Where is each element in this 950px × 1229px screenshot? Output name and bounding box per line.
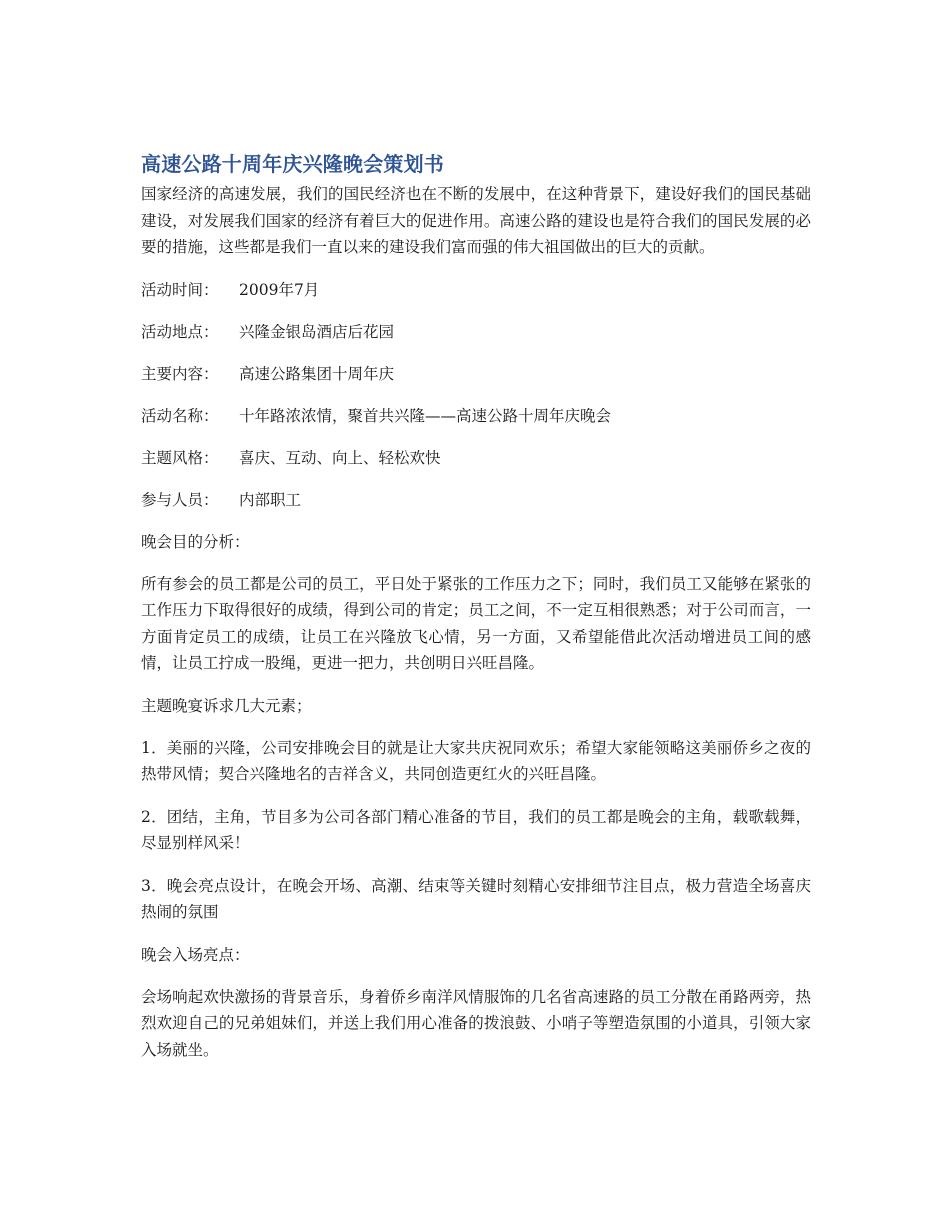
element-item-1: 1．美丽的兴隆，公司安排晚会目的就是让大家共庆祝同欢乐；希望大家能领略这美丽侨乡之夜的热带风情；契合兴隆地名的吉祥含义，共同创造更红火的兴旺昌隆。 — [141, 738, 811, 783]
field-value: 内部职工 — [239, 490, 302, 509]
field-label: 活动地点： — [141, 322, 219, 341]
purpose-paragraph: 所有参会的员工都是公司的员工，平日处于紧张的工作压力之下；同时，我们员工又能够在紧张的工作压力下取得很好的成绩，得到公司的肯定；员工之间，不一定互相很熟悉；对于公司而言，一方面肯定员工的成绩，让员工在兴隆放飞心情，另一方面，又希望能借此次活动增进员工间的感情，让员工拧成一股绳，更进一把力，共创明日兴旺昌隆。 — [141, 574, 811, 672]
elements-heading: 主题晚宴诉求几大元素； — [141, 696, 312, 715]
entrance-paragraph: 会场响起欢快激扬的背景音乐，身着侨乡南洋风情服饰的几名省高速路的员工分散在甬路两旁，热烈欢迎自己的兄弟姐妹们，并送上我们用心准备的拨浪鼓、小哨子等塑造氛围的小道具，引领大家入场就坐。 — [141, 987, 811, 1059]
element-item-3: 3．晚会亮点设计，在晚会开场、高潮、结束等关键时刻精心安排细节注目点，极力营造全场喜庆热闹的氛围 — [141, 876, 811, 921]
field-value: 兴隆金银岛酒店后花园 — [239, 322, 395, 341]
purpose-heading: 晚会目的分析： — [141, 532, 250, 551]
field-activity-name — [141, 403, 811, 429]
field-value: 喜庆、互动、向上、轻松欢快 — [239, 448, 441, 467]
field-participants — [141, 487, 811, 513]
field-value: 十年路浓浓情，聚首共兴隆——高速公路十周年庆晚会 — [239, 406, 612, 425]
entrance-heading: 晚会入场亮点： — [141, 945, 250, 964]
document-title: 高速公路十周年庆兴隆晚会策划书 — [141, 152, 444, 176]
field-main-content — [141, 361, 811, 387]
field-theme-style — [141, 445, 811, 471]
field-label: 活动时间： — [141, 280, 219, 299]
field-label: 主要内容： — [141, 364, 219, 383]
field-label: 活动名称： — [141, 406, 219, 425]
element-item-2: 2．团结，主角，节目多为公司各部门精心准备的节目，我们的员工都是晚会的主角，载歌载舞，尽显别样风采！ — [141, 807, 811, 852]
field-value: 高速公路集团十周年庆 — [239, 364, 395, 383]
field-label: 参与人员： — [141, 490, 219, 509]
intro-paragraph: 国家经济的高速发展，我们的国民经济也在不断的发展中，在这种背景下，建设好我们的国民基础建设，对发展我们国家的经济有着巨大的促进作用。高速公路的建设也是符合我们的国民发展的必要的措施，这些都是我们一直以来的建设我们富而强的伟大祖国做出的巨大的贡献。 — [141, 185, 811, 256]
field-activity-location — [141, 319, 811, 345]
field-label: 主题风格： — [141, 448, 219, 467]
field-value: 2009年7月 — [239, 280, 320, 299]
field-activity-time — [141, 277, 811, 303]
document-page — [141, 150, 811, 1063]
